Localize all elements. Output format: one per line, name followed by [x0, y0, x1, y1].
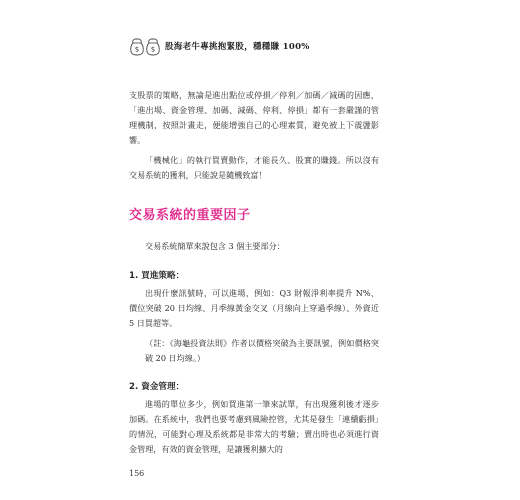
running-header	[129, 36, 310, 56]
paragraph-money-management: 進場的單位多少，例如買進第一筆來試單，有出現獲利後才逐步加碼。在系統中，我們也要考慮到風險控管，尤其是發生「連續虧損」的情況，可能對心理及系統都是非常大的考驗；賣出時也必須進行資金管理，有效的資金管理，是讓獲利擴大的	[129, 399, 379, 454]
page-body	[129, 88, 379, 457]
running-title: 股海老牛專挑抱緊股，穩穩賺 100%	[165, 42, 310, 52]
paragraph-buy-note: （註：《海龜投資法則》作者以價格突破為主要訊號，例如價格突破 20 日均線。）	[145, 338, 379, 363]
dollar-glyph-left: $	[134, 45, 140, 54]
paragraph-mechanical: 「機械化」的執行買賣動作，才能長久、股實的賺錢。所以沒有交易系統的獲利，只能說是隨機致富！	[129, 155, 379, 180]
paragraph-buy-strategy: 出現什麼訊號時，可以進場，例如：Q3 財報淨利率提升 N%、價位突破 20 日均線、月季線黃金交叉（月線向上穿過季線）、外資近 5 日買超等。	[129, 288, 379, 328]
page-number: 156	[129, 469, 145, 478]
subheading-buy-strategy: 1. 買進策略：	[129, 271, 185, 281]
paragraph-strategy: 支股票的策略，無論是進出點位或停損／停利／加碼／減碼的因應，「進出場、資金管理、加碼、減碼、停利、停損」都有一套嚴謹的管理機制，按照計畫走，便能增強自己的心理素質，避免被上下震盪影響。	[129, 90, 379, 145]
money-bag-icon	[129, 36, 161, 56]
subheading-money-management: 2. 資金管理：	[129, 382, 185, 392]
dollar-glyph-right: $	[150, 45, 156, 54]
section-heading: 交易系統的重要因子	[129, 208, 251, 223]
section-intro: 交易系統簡單來說包含 3 個主要部分：	[145, 241, 285, 251]
